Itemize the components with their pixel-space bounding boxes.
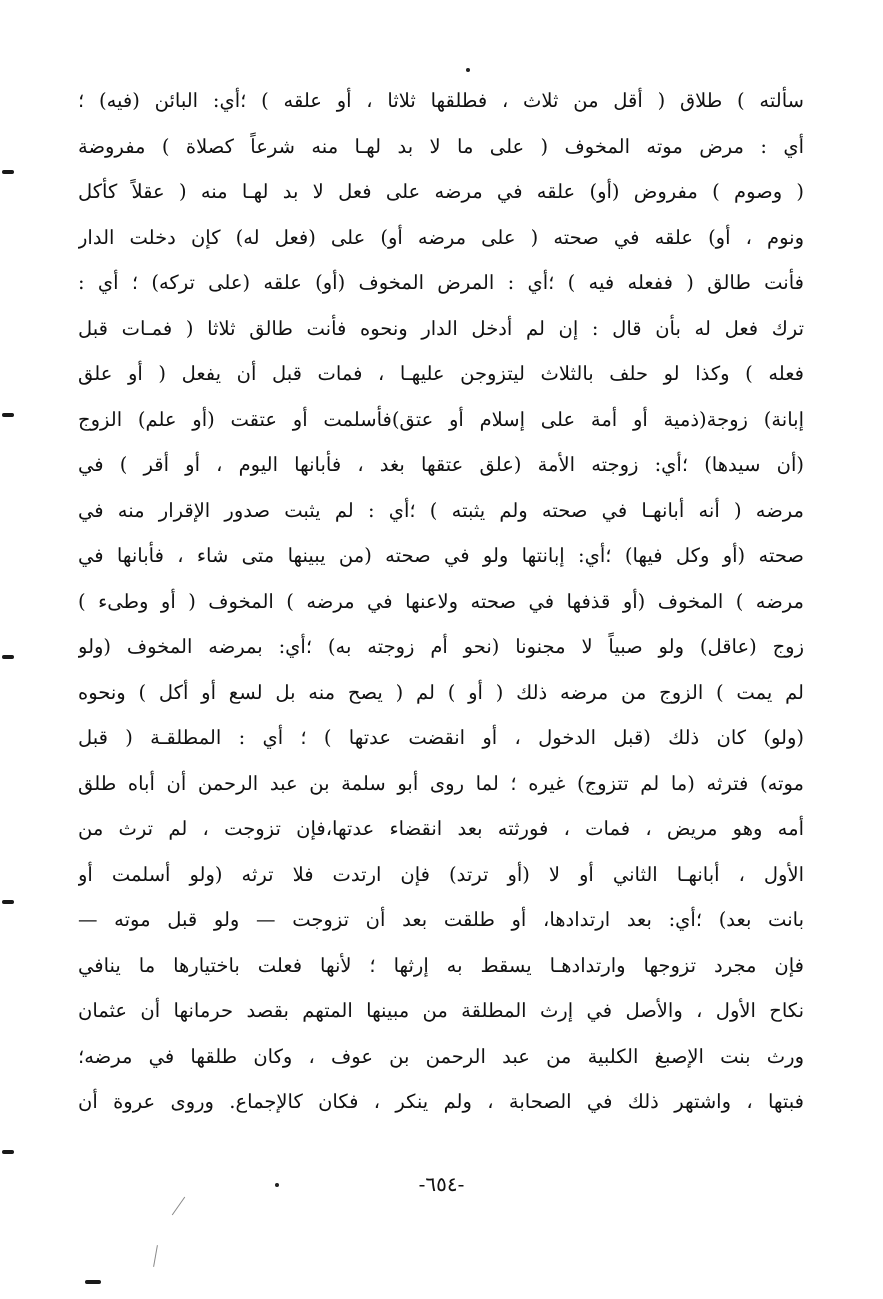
- margin-mark: [2, 1150, 14, 1154]
- text-line: فعله ) وكذا لو حلف بالثلاث ليتزوجن عليهـا ، فمات قبل أن يفعل ( أو علق: [78, 362, 804, 385]
- text-line: ترك فعل له بأن قال : إن لم أدخل الدار ونحوه فأنت طالق ثلاثا ( فمـات قبل: [78, 316, 804, 340]
- text-line: (أن سيدها) ؛أي: زوجته الأمة (علق عتقها بغد ، فأبانها اليوم ، أو أقر ) في: [78, 453, 804, 476]
- text-line: إبانة) زوجة(ذمية أو أمة على إسلام أو عتق)فأسلمت أو عتقت (أو علم) الزوج: [78, 407, 804, 431]
- text-line: فأنت طالق ( ففعله فيه ) ؛أي : المرض المخوف (أو) علقه (على تركه) ؛ أي :: [78, 271, 804, 294]
- text-line: (ولو) كان ذلك (قبل الدخول ، أو انقضت عدتها ) ؛ أي : المطلقـة ( قبل: [78, 726, 804, 749]
- text-line: صحته (أو وكل فيها) ؛أي: إبانتها ولو في صحته (من يبينها متى شاء ، فأبانها في: [78, 544, 804, 567]
- scan-speck: [466, 68, 470, 72]
- scan-speck: [275, 1183, 279, 1187]
- page-number: -٦٥٤-: [418, 1172, 465, 1196]
- text-line: لم يمت ) الزوج من مرضه ذلك ( أو ) لم ( يصح منه بل لسع أو أكل ) ونحوه: [78, 680, 804, 704]
- margin-mark: [2, 655, 14, 659]
- main-text-block: [78, 78, 804, 1125]
- margin-mark: [2, 900, 14, 904]
- text-line: مرضه ) المخوف (أو قذفها في صحته ولاعنها في مرضه ) المخوف ( أو وطىء ): [78, 589, 804, 613]
- text-line: مرضه ( أنه أبانهـا في صحته ولم يثبته ) ؛أي : لم يثبت صدور الإقرار منه في: [78, 498, 804, 522]
- scan-stroke: [172, 1197, 185, 1216]
- text-line: فإن مجرد تزوجها وارتدادهـا يسقط به إرثها ؛ لأنها فعلت باختيارها ما ينافي: [78, 953, 804, 977]
- text-line: الأول ، أبانهـا الثاني أو لا (أو ترتد) فإن ارتدت فلا ترثه (ولو أسلمت أو: [78, 862, 804, 886]
- text-line: أي : مرض موته المخوف ( على ما لا بد لهـا منه شرعاً كصلاة ) مفروضة: [78, 134, 804, 158]
- text-line: ورث بنت الإصبغ الكلبية من عبد الرحمن بن عوف ، وكان طلقها في مرضه؛: [78, 1044, 804, 1068]
- text-line: نكاح الأول ، والأصل في إرث المطلقة من مبينها المتهم بقصد حرمانها أن عثمان: [78, 999, 804, 1022]
- margin-mark: [2, 413, 14, 417]
- scan-stroke: [153, 1245, 158, 1267]
- margin-mark: [2, 170, 14, 174]
- text-line: موته) فترثه (ما لم تتزوج) غيره ؛ لما روى أبو سلمة بن عبد الرحمن أن أباه طلق: [78, 771, 804, 795]
- text-line: زوج (عاقل) ولو صبياً لا مجنونا (نحو أم زوجته به) ؛أي: بمرضه المخوف (ولو: [78, 635, 804, 658]
- text-line: أمه وهو مريض ، فمات ، فورثته بعد انقضاء عدتها،فإن تزوجت ، لم ترث من: [78, 817, 804, 840]
- text-line: سألته ) طلاق ( أقل من ثلاث ، فطلقها ثلاثا ، أو علقه ) ؛أي: البائن (فيه) ؛: [78, 89, 804, 112]
- text-line: بانت بعد) ؛أي: بعد ارتدادها، أو طلقت بعد أن تزوجت — ولو قبل موته —: [78, 908, 804, 931]
- text-line: ونوم ، أو) علقه في صحته ( على مرضه أو) على (فعل له) كإن دخلت الدار: [78, 225, 804, 249]
- text-line: ( وصوم ) مفروض (أو) علقه في مرضه على فعل لا بد لهـا منه ( عقلاً كأكل: [78, 180, 804, 203]
- text-line: فبتها ، واشتهر ذلك في الصحابة ، ولم ينكر ، فكان كالإجماع. وروى عروة أن: [78, 1090, 804, 1113]
- margin-mark: [85, 1280, 101, 1284]
